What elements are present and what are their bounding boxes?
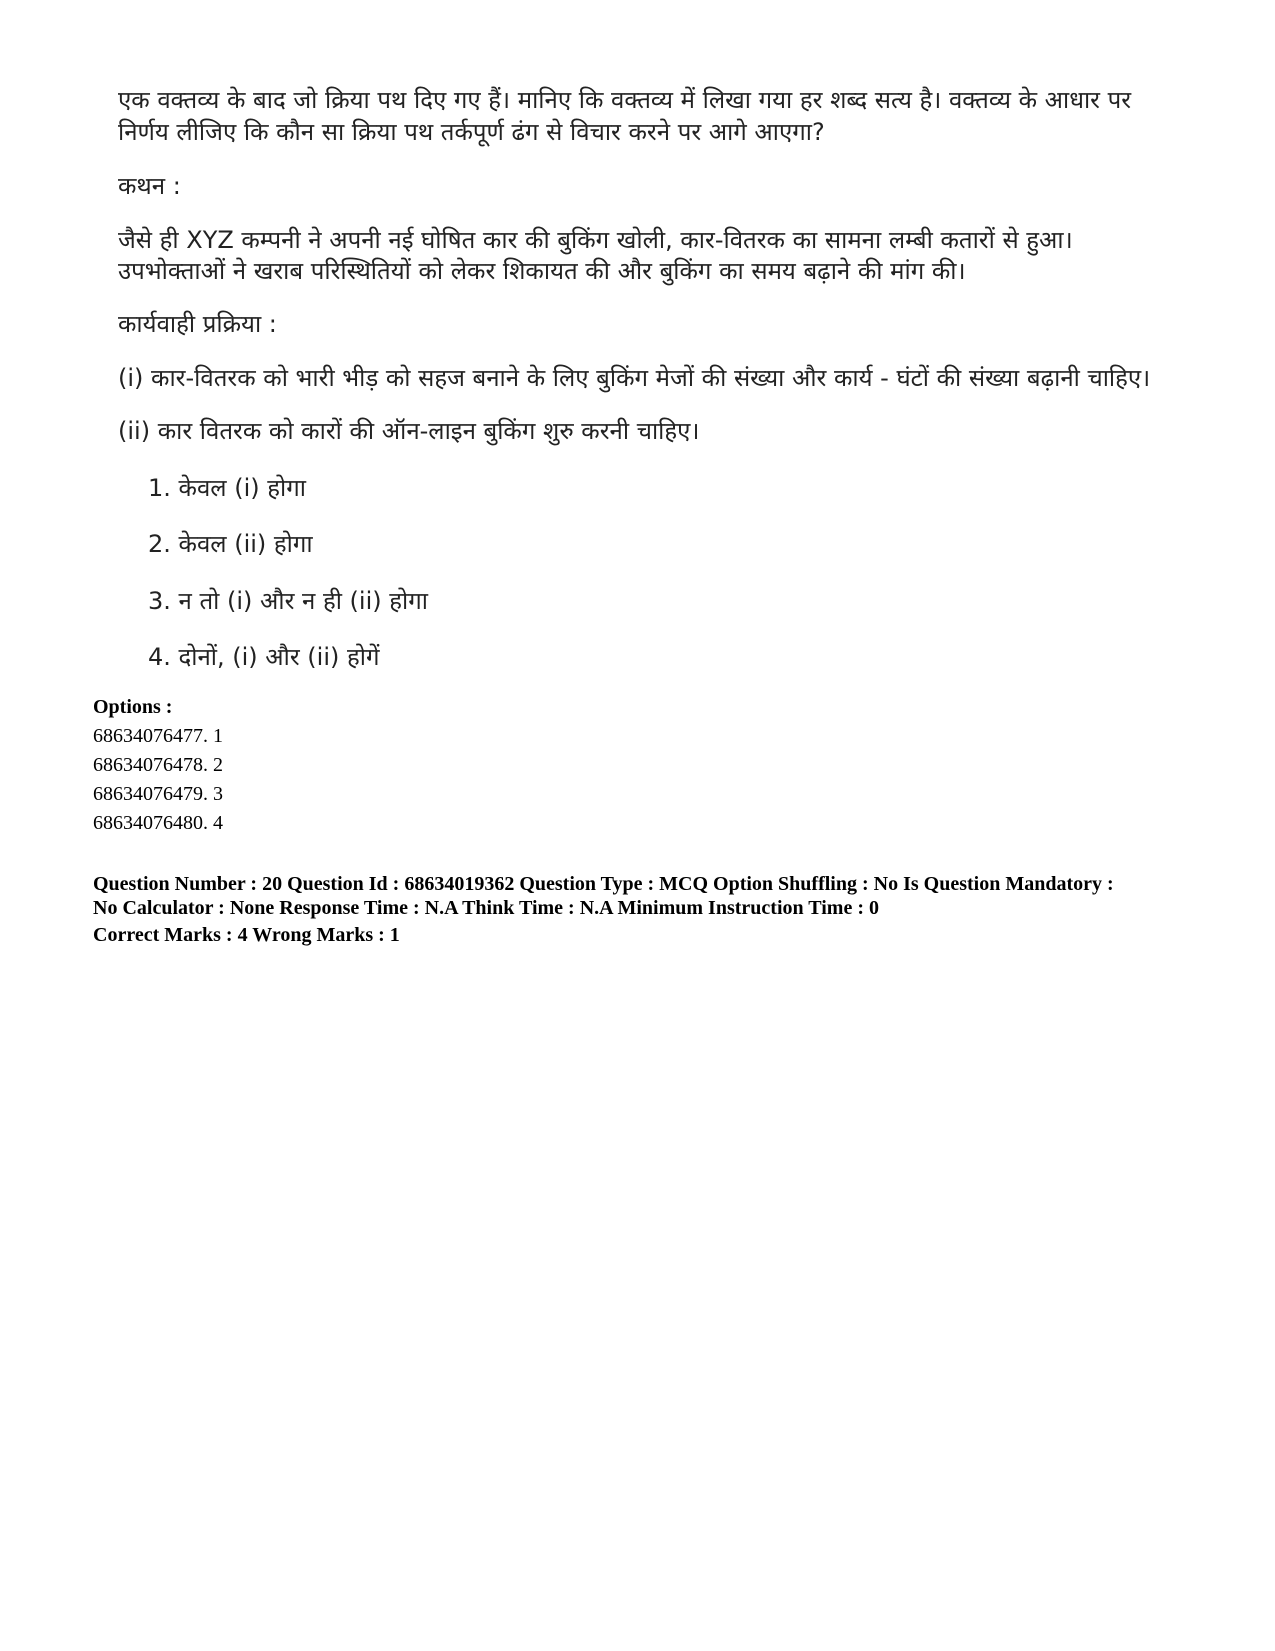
options-header: Options : [93,696,173,718]
option-item-4: 68634076480. 4 [93,812,223,834]
question-meta [93,872,1213,920]
statement-line-2: उपभोक्ताओं ने खराब परिस्थितियों को लेकर शिकायत की और बुकिंग का समय बढ़ाने की मांग की। [118,257,966,285]
option-item-2: 68634076478. 2 [93,754,223,776]
option-item-3: 68634076479. 3 [93,783,223,805]
action-label: कार्यवाही प्रक्रिया : [118,310,277,338]
choice-3: 3. न तो (i) और न ही (ii) होगा [148,587,428,615]
instruction-line-1: एक वक्तव्य के बाद जो क्रिया पथ दिए गए हैं। मानिए कि वक्तव्य में लिखा गया हर शब्द सत्य है। वक्तव्य के आधार पर [118,86,1132,114]
choice-1: 1. केवल (i) होगा [148,474,306,502]
option-item-1: 68634076477. 1 [93,725,223,747]
statement-label: कथन : [118,172,181,200]
choice-2: 2. केवल (ii) होगा [148,530,313,558]
options-list [93,693,223,838]
question-marks: Correct Marks : 4 Wrong Marks : 1 [93,924,400,946]
question-meta-line-2: No Calculator : None Response Time : N.A Think Time : N.A Minimum Instruction Time : 0 [93,897,879,919]
choice-4: 4. दोनों, (i) और (ii) होगें [148,643,380,671]
question-meta-line-1: Question Number : 20 Question Id : 68634019362 Question Type : MCQ Option Shuffling : No Is Question Mandatory : [93,873,1114,895]
action-ii: (ii) कार वितरक को कारों की ऑन-लाइन बुकिंग शुरु करनी चाहिए। [118,417,700,445]
action-i: (i) कार-वितरक को भारी भीड़ को सहज बनाने के लिए बुकिंग मेजों की संख्या और कार्य - घंटों की संख्या बढ़ानी चाहिए। [118,364,1151,392]
statement-line-1: जैसे ही XYZ कम्पनी ने अपनी नई घोषित कार की बुकिंग खोली, कार-वितरक का सामना लम्बी कतारों से हुआ। [118,226,1073,254]
instruction-line-2: निर्णय लीजिए कि कौन सा क्रिया पथ तर्कपूर्ण ढंग से विचार करने पर आगे आएगा? [118,118,825,146]
